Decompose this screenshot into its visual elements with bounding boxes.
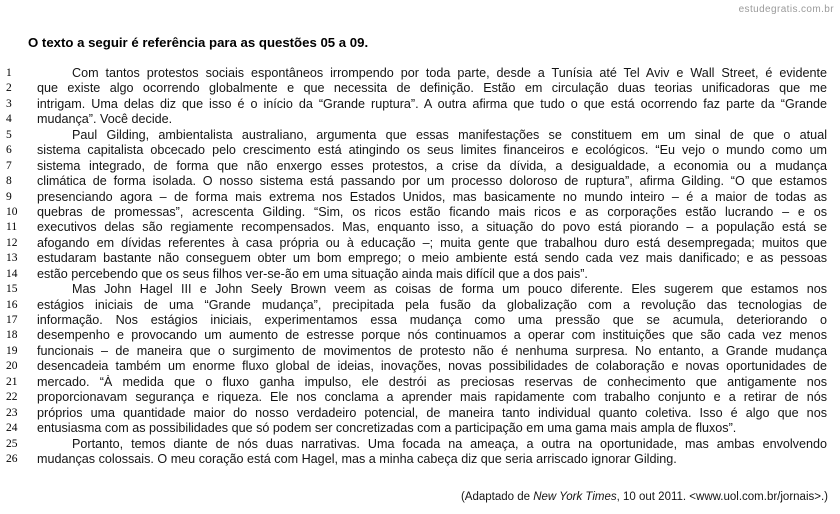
line-text: próprios uma quantidade maior do nosso verdadeiro potencial, de maneira tanto individual quanto coletiva. Isso é algo que nos <box>37 405 827 420</box>
passage-line <box>0 298 840 313</box>
source-prefix: (Adaptado de <box>460 491 534 503</box>
passage-line <box>0 205 840 220</box>
line-number: 15 <box>6 283 18 296</box>
line-number: 7 <box>6 159 12 172</box>
line-number: 9 <box>6 190 12 203</box>
passage-line <box>0 128 840 143</box>
passage-line <box>0 406 840 421</box>
line-number: 5 <box>6 128 12 141</box>
line-text: que existe algo ocorrendo globalmente e que necessita de definição. Estão em circulação duas teorias unificadoras que me <box>37 81 827 96</box>
passage-line <box>0 452 840 467</box>
line-number: 10 <box>6 205 18 218</box>
line-number: 21 <box>6 375 18 388</box>
passage-line <box>0 143 840 158</box>
source-suffix: , 10 out 2011. <www.uol.com.br/jornais>.) <box>616 491 828 503</box>
line-text: intrigam. Uma delas diz que isso é o início da “Grande ruptura”. A outra afirma que tudo o que está ocorrendo faz parte da “Grande <box>37 96 827 111</box>
line-text: proporcionavam segurança e riqueza. Ele nos conclama a aprender mais rapidamente com trabalho conjunto e a retirar de nós <box>37 390 827 405</box>
passage-line <box>0 81 840 96</box>
line-number: 8 <box>6 175 12 188</box>
passage-line <box>0 344 840 359</box>
line-text: Mas John Hagel III e John Seely Brown veem as coisas de forma um pouco diferente. Eles sugerem que estamos nos <box>72 282 827 297</box>
line-text: Portanto, temos diante de nós duas narrativas. Uma focada na ameaça, a outra na oportunidade, mas ambas envolvendo <box>72 436 827 451</box>
line-number: 18 <box>6 329 18 342</box>
passage-line <box>0 328 840 343</box>
line-text: entusiasma com as possibilidades que só podem ser concretizadas com a participação em uma gama mais ampla de fluxos”. <box>37 421 737 436</box>
line-text: Paul Gilding, ambientalista australiano, argumenta que essas manifestações se constituem em um sinal de que o atual <box>72 127 827 142</box>
line-text: afogando em dívidas referentes à casa própria ou à educação –; muita gente que trabalhou duro está desempregada; muitos que <box>37 235 827 250</box>
passage-line <box>0 421 840 436</box>
passage-line <box>0 97 840 112</box>
line-number: 13 <box>6 252 18 265</box>
line-number: 2 <box>6 82 12 95</box>
line-text: mudança”. Você decide. <box>37 112 173 127</box>
passage-text <box>0 66 840 467</box>
line-number: 11 <box>6 221 18 234</box>
line-text: sistema integrado, de forma que não enxergo esses protestos, a crise da dívida, a desigualdade, a economia ou a mudança <box>37 158 827 173</box>
passage-line <box>0 390 840 405</box>
line-text: desempenho e provocando um aumento de estresse porque nós continuamos a operar com instituições que são cada vez menos <box>37 328 827 343</box>
line-text: estão percebendo que os seus filhos ver-se-ão em uma situação ainda mais difícil que a dos pais”. <box>37 266 588 281</box>
line-number: 25 <box>6 437 18 450</box>
passage-line <box>0 112 840 127</box>
line-number: 22 <box>6 391 18 404</box>
passage-line <box>0 313 840 328</box>
question-heading: O texto a seguir é referência para as questões 05 a 09. <box>28 35 369 50</box>
passage-line <box>0 174 840 189</box>
line-text: Com tantos protestos sociais espontâneos irrompendo por toda parte, desde a Tunísia até Tel Aviv e Wall Street, é evidente <box>72 66 827 80</box>
passage-line <box>0 66 840 81</box>
line-number: 6 <box>6 144 12 157</box>
passage-line <box>0 190 840 205</box>
passage-line <box>0 437 840 452</box>
line-text: executivos delas são regiamente recompensados. Mas, enquanto isso, a situação do povo está piorando – a população está se <box>37 220 827 235</box>
line-number: 20 <box>6 360 18 373</box>
line-text: mercado. “À medida que o fluxo ganha impulso, ele destrói as preciosas reservas de conhecimento que antigamente nos <box>37 374 827 389</box>
line-text: mudanças colossais. O meu coração está com Hagel, mas a minha cabeça diz que seria arriscado ignorar Gilding. <box>37 451 677 466</box>
line-number: 1 <box>6 67 12 79</box>
passage-line <box>0 267 840 282</box>
passage-line <box>0 251 840 266</box>
line-text: informação. Nos estágios iniciais, experimentamos essa mudança como uma pressão que se acumula, deteriorando o <box>37 313 827 327</box>
line-number: 24 <box>6 422 18 435</box>
site-watermark: estudegratis.com.br <box>738 4 834 15</box>
source-publication: New York Times <box>533 491 617 503</box>
line-number: 3 <box>6 97 12 110</box>
line-number: 19 <box>6 344 18 357</box>
line-number: 12 <box>6 236 18 249</box>
passage-line <box>0 282 840 297</box>
line-number: 16 <box>6 298 18 311</box>
passage-line <box>0 375 840 390</box>
line-number: 14 <box>6 267 18 280</box>
source-citation <box>461 491 828 503</box>
passage-line <box>0 220 840 235</box>
line-text: climática de forma isolada. O nosso sistema está passando por um processo doloroso de ruptura”, afirma Gilding. “O que estamos <box>37 174 827 189</box>
line-text: funcionais – de maneira que o surgimento de movimentos de protesto não é nenhuma surpresa. No entanto, a Grande mudança <box>37 343 827 358</box>
passage-line <box>0 159 840 174</box>
line-text: desencadeia também um enorme fluxo global de ideias, inovações, novas possibilidades de colaboração e novas oportunidades de <box>37 359 827 374</box>
passage-line <box>0 359 840 374</box>
line-text: quebras de promessas”, acrescenta Gilding. “Sim, os ricos estão ficando mais ricos e as corporações estão lucrando – e os <box>37 204 827 219</box>
line-text: presenciando agora – de forma mais extrema nos Estados Unidos, mas basicamente no mundo inteiro – é a maior de todas as <box>37 189 827 204</box>
line-text: sistema capitalista obcecado pelo crescimento está atingindo os seus limites financeiros e ecológicos. “Eu vejo o mundo como um <box>37 143 827 158</box>
line-number: 26 <box>6 452 18 465</box>
line-number: 17 <box>6 314 18 326</box>
line-number: 4 <box>6 113 12 126</box>
passage-line <box>0 236 840 251</box>
line-number: 23 <box>6 406 18 419</box>
line-text: estudaram bastante não conseguem obter um bom emprego; o meio ambiente está sendo cada vez mais danificado; e as pessoas <box>37 251 827 266</box>
line-text: estágios iniciais de uma “Grande mudança”, precipitada pela fusão da globalização com a revolução das tecnologias de <box>37 297 827 312</box>
